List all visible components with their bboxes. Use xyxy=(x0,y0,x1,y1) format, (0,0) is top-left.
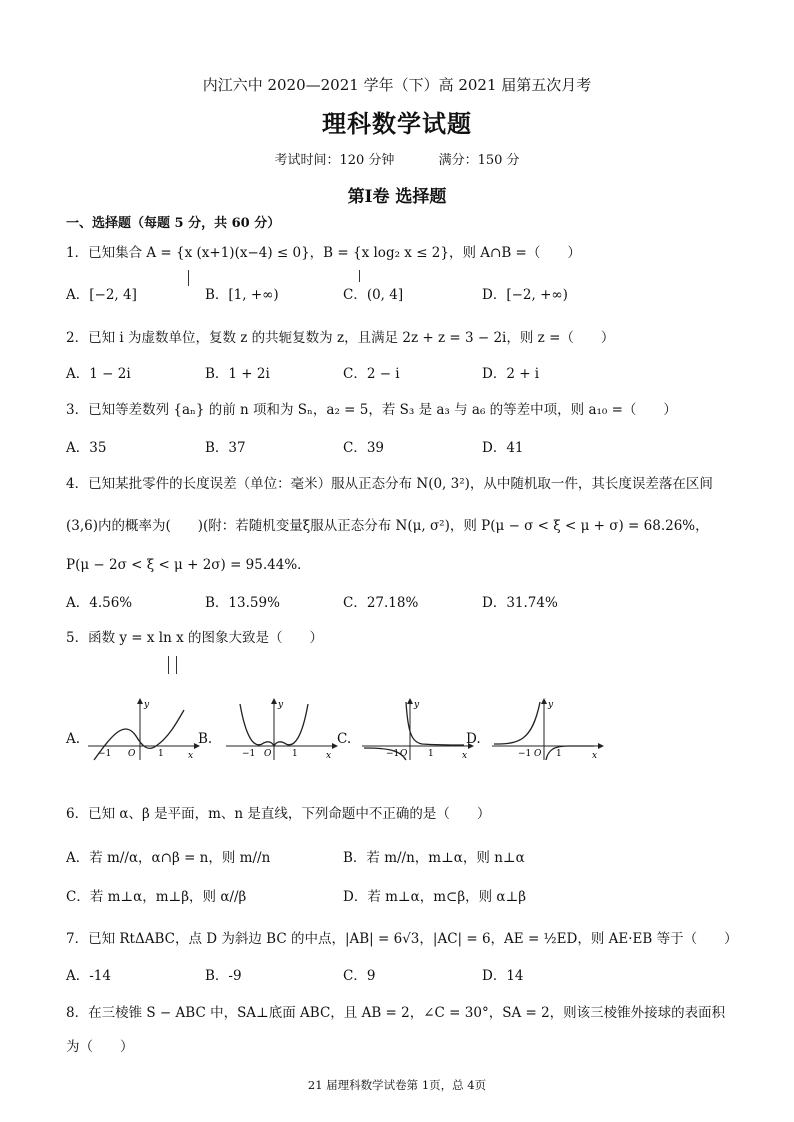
school-header: 内江六中 2020—2021 学年（下）高 2021 届第五次月考 xyxy=(202,76,592,94)
exam-info xyxy=(0,149,794,168)
q3-option-a: A．35 xyxy=(66,440,107,456)
q5-option-b: B. xyxy=(198,731,213,747)
q6-option-b: B．若 m//n，m⊥α，则 n⊥α xyxy=(343,850,525,866)
tick-one: 1 xyxy=(428,749,434,759)
q7-option-b: B．-9 xyxy=(205,968,242,984)
question-2-stem: 2．已知 i 为虚数单位，复数 z 的共轭复数为 z，且满足 2z + z = 3 − 2i，则 z =（ ） xyxy=(66,330,615,346)
q3-option-c: C．39 xyxy=(343,440,385,456)
exam-time: 考试时间：120 分钟 xyxy=(274,153,395,168)
tick-neg-one: −1 xyxy=(98,749,112,759)
q2-option-a: A．1 − 2i xyxy=(66,366,131,382)
q7-option-d: D．14 xyxy=(482,968,524,984)
q7-option-a: A．-14 xyxy=(66,968,111,984)
q2-option-b: B．1 + 2i xyxy=(205,366,270,382)
q1-option-a: A．[−2, 4] xyxy=(66,287,137,303)
q5-graph-c xyxy=(358,698,474,762)
origin-label: O xyxy=(400,749,408,759)
q2-option-d: D．2 + i xyxy=(482,366,540,382)
q4-option-c: C．27.18% xyxy=(343,595,419,611)
section-heading: 一、选择题（每题 5 分，共 60 分） xyxy=(66,216,281,231)
q4-option-b: B．13.59% xyxy=(205,595,280,611)
q7-option-c: C．9 xyxy=(343,968,376,984)
question-4-stem-line-2: (3,6)内的概率为( )(附：若随机变量ξ服从正态分布 N(μ, σ²)，则 P(μ − σ < ξ < μ + σ) = 68.26%， xyxy=(66,518,709,534)
axis-y-label: y xyxy=(414,700,420,710)
origin-label: O xyxy=(264,749,272,759)
q4-option-a: A．4.56% xyxy=(66,595,133,611)
axis-y-label: y xyxy=(548,700,554,710)
question-4-stem-line-3: P(μ − 2σ < ξ < μ + 2σ) = 95.44%． xyxy=(66,557,311,573)
axis-x-label: x xyxy=(326,751,332,761)
q6-option-c: C．若 m⊥α，m⊥β，则 α//β xyxy=(66,889,247,905)
origin-label: O xyxy=(534,749,542,759)
q5-graph-d xyxy=(488,698,604,762)
q2-option-c: C．2 − i xyxy=(343,366,400,382)
question-8-stem-line-2: 为（ ） xyxy=(66,1039,134,1055)
axis-x-label: x xyxy=(462,751,468,761)
q6-option-a: A．若 m//α，α∩β = n，则 m//n xyxy=(66,850,271,866)
q5-graph-a xyxy=(84,698,200,762)
q1-option-d: D．[−2, +∞) xyxy=(482,287,568,303)
question-5-stem: 5．函数 y = x ln x 的图象大致是（ ） xyxy=(66,630,324,646)
question-3-stem: 3．已知等差数列 {aₙ} 的前 n 项和为 Sₙ，a₂ = 5，若 S₃ 是 a₃ 与 a₆ 的等差中项，则 a₁₀ =（ ） xyxy=(66,402,677,418)
tick-neg-one: −1 xyxy=(242,749,256,759)
q5-graph-b xyxy=(222,698,338,762)
question-8-stem-line-1: 8．在三棱锥 S − ABC 中，SA⊥底面 ABC，且 AB = 2，∠C = 30°，SA = 2，则该三棱锥外接球的表面积 xyxy=(66,1005,726,1021)
q6-option-d: D．若 m⊥α，m⊂β，则 α⊥β xyxy=(343,889,527,905)
exam-score: 满分：150 分 xyxy=(438,153,520,168)
tick-one: 1 xyxy=(158,749,164,759)
tick-one: 1 xyxy=(292,749,298,759)
exam-title: 理科数学试题 xyxy=(322,109,472,138)
tick-one: 1 xyxy=(556,749,562,759)
q5-option-d: D. xyxy=(466,731,481,747)
tick-neg-one: −1 xyxy=(518,749,532,759)
q5-option-c: C. xyxy=(337,731,352,747)
q3-option-d: D．41 xyxy=(482,440,524,456)
question-7-stem: 7．已知 RtΔABC，点 D 为斜边 BC 的中点，|AB| = 6√3，|AC| = 6，AE = ½ED，则 AE·EB 等于（ ） xyxy=(66,931,738,947)
question-4-stem-line-1: 4．已知某批零件的长度误差（单位：毫米）服从正态分布 N(0, 3²)，从中随机取一件，其长度误差落在区间 xyxy=(66,476,713,492)
axis-y-label: y xyxy=(144,700,150,710)
q1-option-c: C．(0, 4] xyxy=(343,287,404,303)
question-6-stem: 6．已知 α、β 是平面，m、n 是直线，下列命题中不正确的是（ ） xyxy=(66,806,491,822)
axis-x-label: x xyxy=(592,751,598,761)
q5-option-a: A. xyxy=(66,731,81,747)
q1-option-b: B．[1, +∞) xyxy=(205,287,279,303)
question-1-stem: 1．已知集合 A = {x (x+1)(x−4) ≤ 0}，B = {x log₂ x ≤ 2}，则 A∩B =（ ） xyxy=(66,245,581,261)
page-footer: 21 届理科数学试卷第 1页，总 4页 xyxy=(307,1078,487,1092)
q4-option-d: D．31.74% xyxy=(482,595,558,611)
axis-x-label: x xyxy=(188,751,194,761)
tick-neg-one: −1 xyxy=(386,749,400,759)
volume-heading: 第Ⅰ卷 选择题 xyxy=(347,187,447,207)
axis-y-label: y xyxy=(278,700,284,710)
origin-label: O xyxy=(128,749,136,759)
q3-option-b: B．37 xyxy=(205,440,246,456)
